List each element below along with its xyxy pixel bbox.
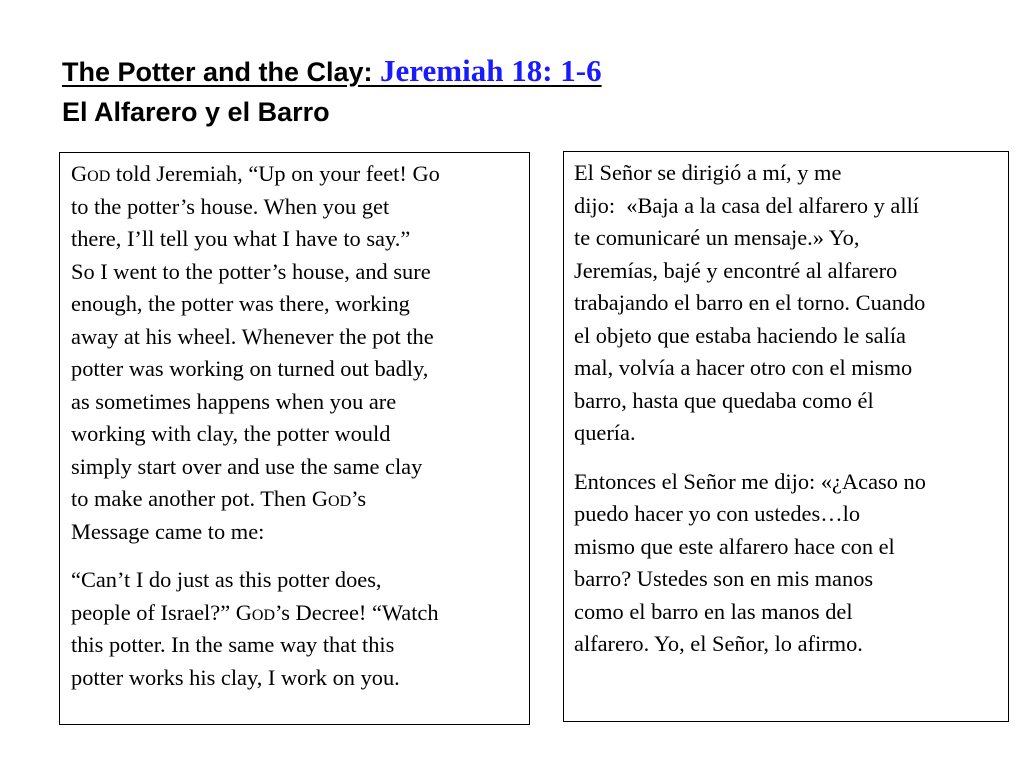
scripture-reference-link[interactable]: Jeremiah 18: 1-6 xyxy=(380,53,602,88)
text-line: ’s Decree! “Watch xyxy=(275,599,439,625)
text-line: people of Israel?” xyxy=(71,599,236,625)
title-line-2-spanish: El Alfarero y el Barro xyxy=(62,97,330,127)
title-prefix: The Potter and the Clay: xyxy=(62,57,381,87)
spanish-paragraph-1 xyxy=(574,157,1004,450)
divine-name: God xyxy=(71,161,111,186)
title-line-1 xyxy=(62,51,962,92)
text-line: puedo hacer yo con ustedes…lo xyxy=(574,501,861,526)
text-line: mal, volvía a hacer otro con el mismo xyxy=(574,355,913,380)
text-line: to the potter’s house. When you get xyxy=(71,193,390,219)
text-line: ’s xyxy=(351,486,367,511)
text-line: working with clay, the potter would xyxy=(71,421,391,446)
english-paragraph-1 xyxy=(71,158,523,548)
text-line: el objeto que estaba haciendo le salía xyxy=(574,322,906,348)
text-line: trabajando el barro en el torno. Cuando xyxy=(574,290,926,315)
text-line: barro, hasta que quedaba como él xyxy=(574,387,874,413)
text-line: “Can’t I do just as this potter does, xyxy=(71,567,382,592)
text-line: alfarero. Yo, el Señor, lo afirmo. xyxy=(574,631,863,656)
text-line: potter was working on turned out badly, xyxy=(71,356,429,381)
text-line: Jeremías, bajé y encontré al alfarero xyxy=(574,257,898,283)
text-line: to make another pot. Then xyxy=(71,486,312,511)
text-line: quería. xyxy=(574,420,636,445)
text-line: enough, the potter was there, working xyxy=(71,291,410,316)
text-line: dijo: «Baja a la casa del alfarero y allí xyxy=(574,192,920,218)
text-line: told Jeremiah, “Up on your feet! Go xyxy=(110,161,440,186)
text-line: there, I’ll tell you what I have to say.” xyxy=(71,226,411,251)
english-text-box xyxy=(59,152,530,725)
text-line: this potter. In the same way that this xyxy=(71,632,395,657)
divine-name: God xyxy=(311,486,352,511)
text-line: Message came to me: xyxy=(71,518,265,544)
english-paragraph-2 xyxy=(71,564,523,694)
spanish-paragraph-2 xyxy=(574,466,1004,661)
text-line: mismo que este alfarero hace con el xyxy=(574,533,895,559)
divine-name: God xyxy=(235,599,276,625)
text-line: El Señor se dirigió a mí, y me xyxy=(574,160,842,185)
text-line: barro? Ustedes son en mis manos xyxy=(574,566,874,591)
text-line: como el barro en las manos del xyxy=(574,598,853,624)
slide-title xyxy=(62,51,962,132)
text-line: away at his wheel. Whenever the pot the xyxy=(71,323,434,349)
text-line: as sometimes happens when you are xyxy=(71,388,397,414)
text-line: potter works his clay, I work on you. xyxy=(71,664,400,690)
spanish-text-box xyxy=(563,151,1009,722)
text-line: te comunicaré un mensaje.» Yo, xyxy=(574,225,860,250)
text-line: simply start over and use the same clay xyxy=(71,453,423,479)
text-line: So I went to the potter’s house, and sure xyxy=(71,258,431,284)
text-line: Entonces el Señor me dijo: «¿Acaso no xyxy=(574,468,926,494)
